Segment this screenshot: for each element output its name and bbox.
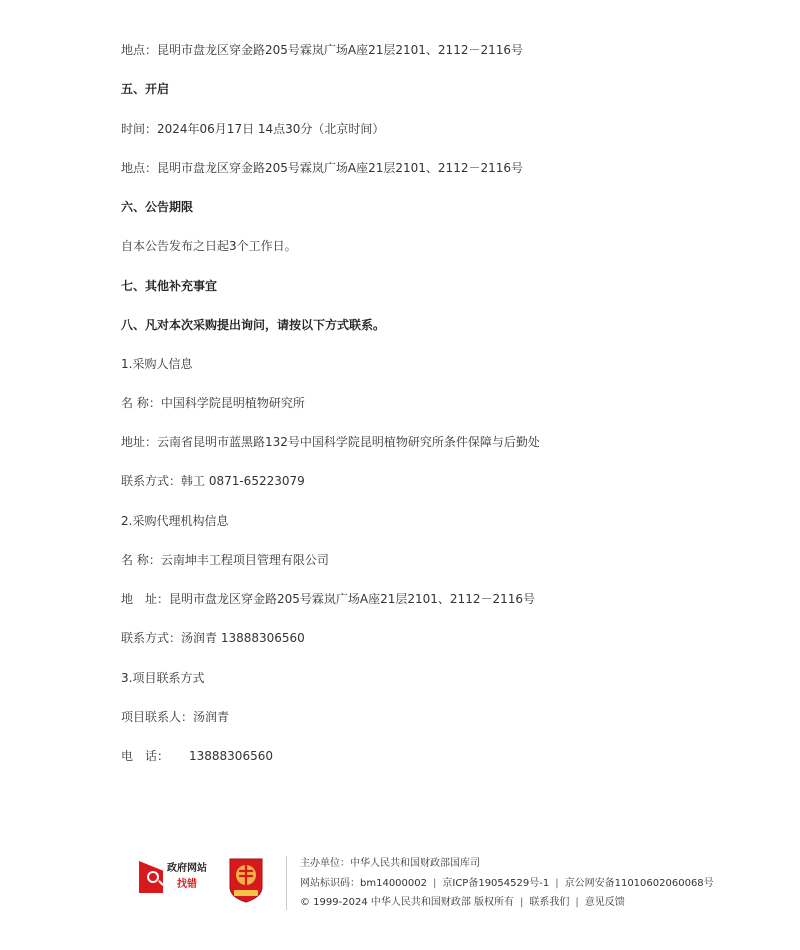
copyright-text: © 1999-2024 中华人民共和国财政部 版权所有 (300, 897, 515, 908)
purchaser-name: 名 称：中国科学院昆明植物研究所 (121, 396, 305, 410)
separator: | (575, 897, 579, 908)
separator: | (520, 897, 524, 908)
separator: | (433, 878, 437, 889)
footer-sponsor: 主办单位：中华人民共和国财政部国库司 (300, 858, 480, 869)
section-5-title: 五、开启 (121, 82, 170, 96)
feedback-link[interactable]: 意见反馈 (584, 897, 625, 908)
party-emblem-icon[interactable] (226, 857, 266, 903)
footer-copyright-row (300, 897, 625, 909)
purchaser-heading: 1.采购人信息 (121, 357, 193, 371)
section-8-title: 八、凡对本次采购提出询问，请按以下方式联系。 (121, 318, 386, 332)
gov-badge-line1: 政府网站 (167, 863, 207, 874)
magnifier-icon (147, 871, 159, 883)
project-contact-heading: 3.项目联系方式 (121, 671, 205, 685)
open-time-text: 时间：2024年06月17日 14点30分（北京时间） (121, 122, 385, 136)
agency-heading: 2.采购代理机构信息 (121, 514, 229, 528)
agency-address (121, 591, 535, 607)
party-emblem-svg (226, 857, 266, 903)
project-contact-person: 项目联系人：汤润青 (121, 710, 230, 724)
agency-contact: 联系方式：汤润青 13888306560 (121, 631, 305, 645)
purchaser-contact: 联系方式：韩工 0871-65223079 (121, 474, 305, 488)
phone-value: 13888306560 (189, 749, 273, 763)
agency-address-value: 昆明市盘龙区穿金路205号霖岚广场A座21层2101、2112－2116号 (169, 592, 536, 606)
footer-registration-row (300, 878, 714, 890)
gov-badge-line2: 找错 (177, 879, 197, 890)
purchaser-address: 地址：云南省昆明市蓝黑路132号中国科学院昆明植物研究所条件保障与后勤处 (121, 435, 540, 449)
site-footer (0, 830, 800, 950)
location-text-1: 地点：昆明市盘龙区穿金路205号霖岚广场A座21层2101、2112－2116号 (121, 43, 524, 57)
section-7-title: 七、其他补充事宜 (121, 279, 218, 293)
footer-divider (286, 856, 287, 910)
public-security-link[interactable]: 京公网安备11010602060068号 (564, 878, 714, 889)
phone-row (121, 748, 273, 764)
gov-website-error-badge[interactable] (139, 857, 209, 899)
separator: | (555, 878, 559, 889)
site-id-text: 网站标识码：bm14000002 (300, 878, 427, 889)
location-text-2: 地点：昆明市盘龙区穿金路205号霖岚广场A座21层2101、2112－2116号 (121, 161, 524, 175)
section-6-title: 六、公告期限 (121, 200, 194, 214)
agency-name: 名 称：云南坤丰工程项目管理有限公司 (121, 553, 329, 567)
agency-address-label: 地 址： (121, 592, 170, 606)
contact-us-link[interactable]: 联系我们 (529, 897, 570, 908)
icp-link[interactable]: 京ICP备19054529号-1 (442, 878, 550, 889)
notice-period-text: 自本公告发布之日起3个工作日。 (121, 239, 297, 253)
phone-label: 电 话： (121, 749, 170, 763)
